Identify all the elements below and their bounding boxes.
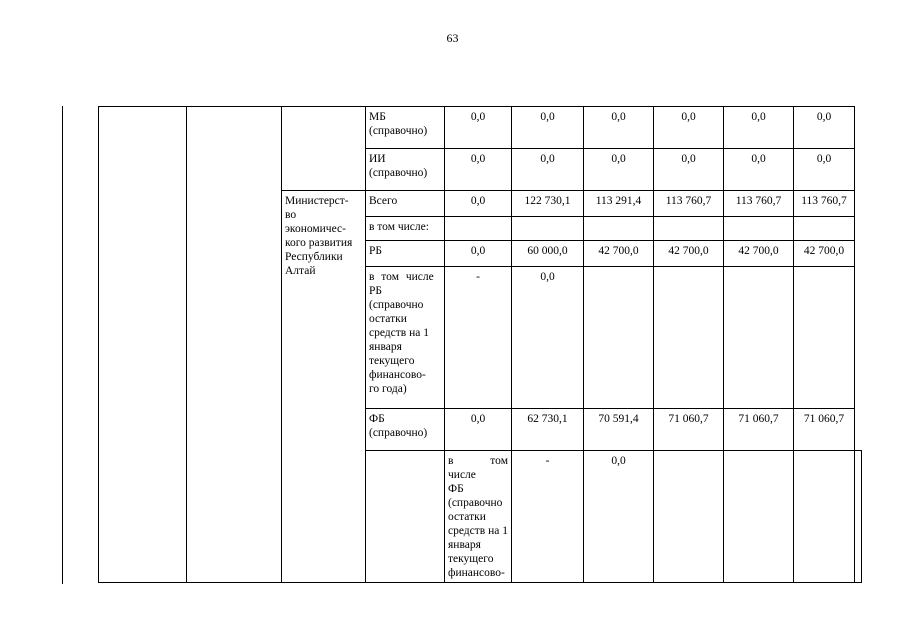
funding-source-cell bbox=[366, 267, 445, 409]
value-cell: 0,0 bbox=[654, 149, 724, 191]
funding-source-line: го года) bbox=[369, 383, 407, 395]
funding-source-line: финансово- bbox=[448, 567, 505, 579]
value-cell bbox=[724, 451, 794, 583]
value-cell: 0,0 bbox=[794, 107, 855, 149]
value-cell: 0,0 bbox=[654, 107, 724, 149]
funding-source-cell bbox=[366, 217, 445, 241]
funding-source-line: РБ bbox=[369, 285, 382, 297]
funding-source-label: РБ bbox=[369, 245, 382, 257]
funding-source-cell bbox=[445, 451, 512, 583]
value-cell bbox=[584, 217, 654, 241]
value-cell bbox=[512, 217, 584, 241]
value-cell bbox=[654, 451, 724, 583]
funding-source-line: средств на 1 bbox=[369, 327, 429, 339]
value-cell: 113 291,4 bbox=[584, 191, 654, 217]
value-cell: 0,0 bbox=[584, 451, 654, 583]
table-row bbox=[99, 107, 862, 149]
funding-source-cell bbox=[366, 241, 445, 267]
value-cell bbox=[654, 217, 724, 241]
funding-source-label: в том числе bbox=[448, 455, 508, 481]
page-number: 63 bbox=[446, 31, 459, 45]
agency-line: Алтай bbox=[285, 265, 316, 277]
value-cell bbox=[445, 217, 512, 241]
funding-source-line: остатки bbox=[369, 313, 407, 325]
funding-source-line: (справочно bbox=[369, 299, 424, 311]
funding-source-label: Всего bbox=[369, 195, 398, 207]
funding-source-line: января bbox=[369, 341, 402, 353]
empty-cell-col3 bbox=[366, 451, 445, 583]
value-cell: 0,0 bbox=[445, 107, 512, 149]
value-cell: 42 700,0 bbox=[654, 241, 724, 267]
value-cell: - bbox=[512, 451, 584, 583]
funding-source-line: текущего bbox=[448, 553, 494, 565]
value-cell: 0,0 bbox=[445, 241, 512, 267]
budget-table bbox=[98, 106, 862, 583]
value-cell bbox=[794, 267, 855, 409]
funding-source-label: ФБ bbox=[369, 413, 385, 425]
funding-source-note: (справочно) bbox=[369, 125, 428, 137]
value-cell: 0,0 bbox=[445, 409, 512, 451]
funding-source-cell bbox=[366, 191, 445, 217]
value-cell: 62 730,1 bbox=[512, 409, 584, 451]
value-cell bbox=[724, 217, 794, 241]
value-cell: 113 760,7 bbox=[654, 191, 724, 217]
funding-source-line: ФБ bbox=[448, 483, 464, 495]
value-cell bbox=[654, 267, 724, 409]
value-cell: 0,0 bbox=[794, 149, 855, 191]
funding-source-note: (справочно) bbox=[369, 167, 428, 179]
funding-source-cell bbox=[366, 107, 445, 149]
value-cell: 0,0 bbox=[724, 149, 794, 191]
value-cell: 0,0 bbox=[512, 267, 584, 409]
value-cell: 71 060,7 bbox=[654, 409, 724, 451]
value-cell: 60 000,0 bbox=[512, 241, 584, 267]
funding-source-line: средств на 1 bbox=[448, 525, 508, 537]
agency-line: во bbox=[285, 209, 297, 221]
agency-line: Министерст- bbox=[285, 195, 349, 207]
value-cell: 71 060,7 bbox=[724, 409, 794, 451]
value-cell: 0,0 bbox=[584, 149, 654, 191]
value-cell: - bbox=[445, 267, 512, 409]
agency-cell bbox=[282, 191, 366, 583]
funding-source-line: января bbox=[448, 539, 481, 551]
agency-line: экономичес- bbox=[285, 223, 346, 235]
value-cell: 0,0 bbox=[584, 107, 654, 149]
funding-source-cell bbox=[366, 409, 445, 451]
funding-source-line: текущего bbox=[369, 355, 415, 367]
empty-cell-col1 bbox=[99, 107, 187, 583]
funding-source-line: остатки bbox=[448, 511, 486, 523]
value-cell: 42 700,0 bbox=[584, 241, 654, 267]
value-cell: 42 700,0 bbox=[794, 241, 855, 267]
value-cell bbox=[794, 451, 855, 583]
value-cell: 122 730,1 bbox=[512, 191, 584, 217]
value-cell: 0,0 bbox=[512, 107, 584, 149]
value-cell: 71 060,7 bbox=[794, 409, 855, 451]
funding-source-line: финансово- bbox=[369, 369, 426, 381]
funding-source-label: ИИ bbox=[369, 153, 386, 165]
value-cell bbox=[584, 267, 654, 409]
value-cell: 113 760,7 bbox=[794, 191, 855, 217]
agency-line: Республики bbox=[285, 251, 343, 263]
value-cell: 113 760,7 bbox=[724, 191, 794, 217]
funding-source-cell bbox=[366, 149, 445, 191]
funding-source-label: в том числе bbox=[369, 271, 434, 283]
funding-source-label: в том числе: bbox=[369, 221, 429, 233]
margin-line bbox=[62, 106, 63, 584]
value-cell bbox=[855, 451, 862, 583]
empty-cell-col2 bbox=[187, 107, 282, 583]
empty-cell-col3 bbox=[282, 107, 366, 191]
funding-source-line: (справочно bbox=[448, 497, 503, 509]
agency-line: кого развития bbox=[285, 237, 353, 249]
value-cell bbox=[794, 217, 855, 241]
value-cell: 70 591,4 bbox=[584, 409, 654, 451]
value-cell: 42 700,0 bbox=[724, 241, 794, 267]
funding-source-label: МБ bbox=[369, 111, 386, 123]
value-cell: 0,0 bbox=[445, 149, 512, 191]
value-cell: 0,0 bbox=[724, 107, 794, 149]
value-cell bbox=[724, 267, 794, 409]
value-cell: 0,0 bbox=[512, 149, 584, 191]
funding-source-note: (справочно) bbox=[369, 427, 428, 439]
value-cell: 0,0 bbox=[445, 191, 512, 217]
